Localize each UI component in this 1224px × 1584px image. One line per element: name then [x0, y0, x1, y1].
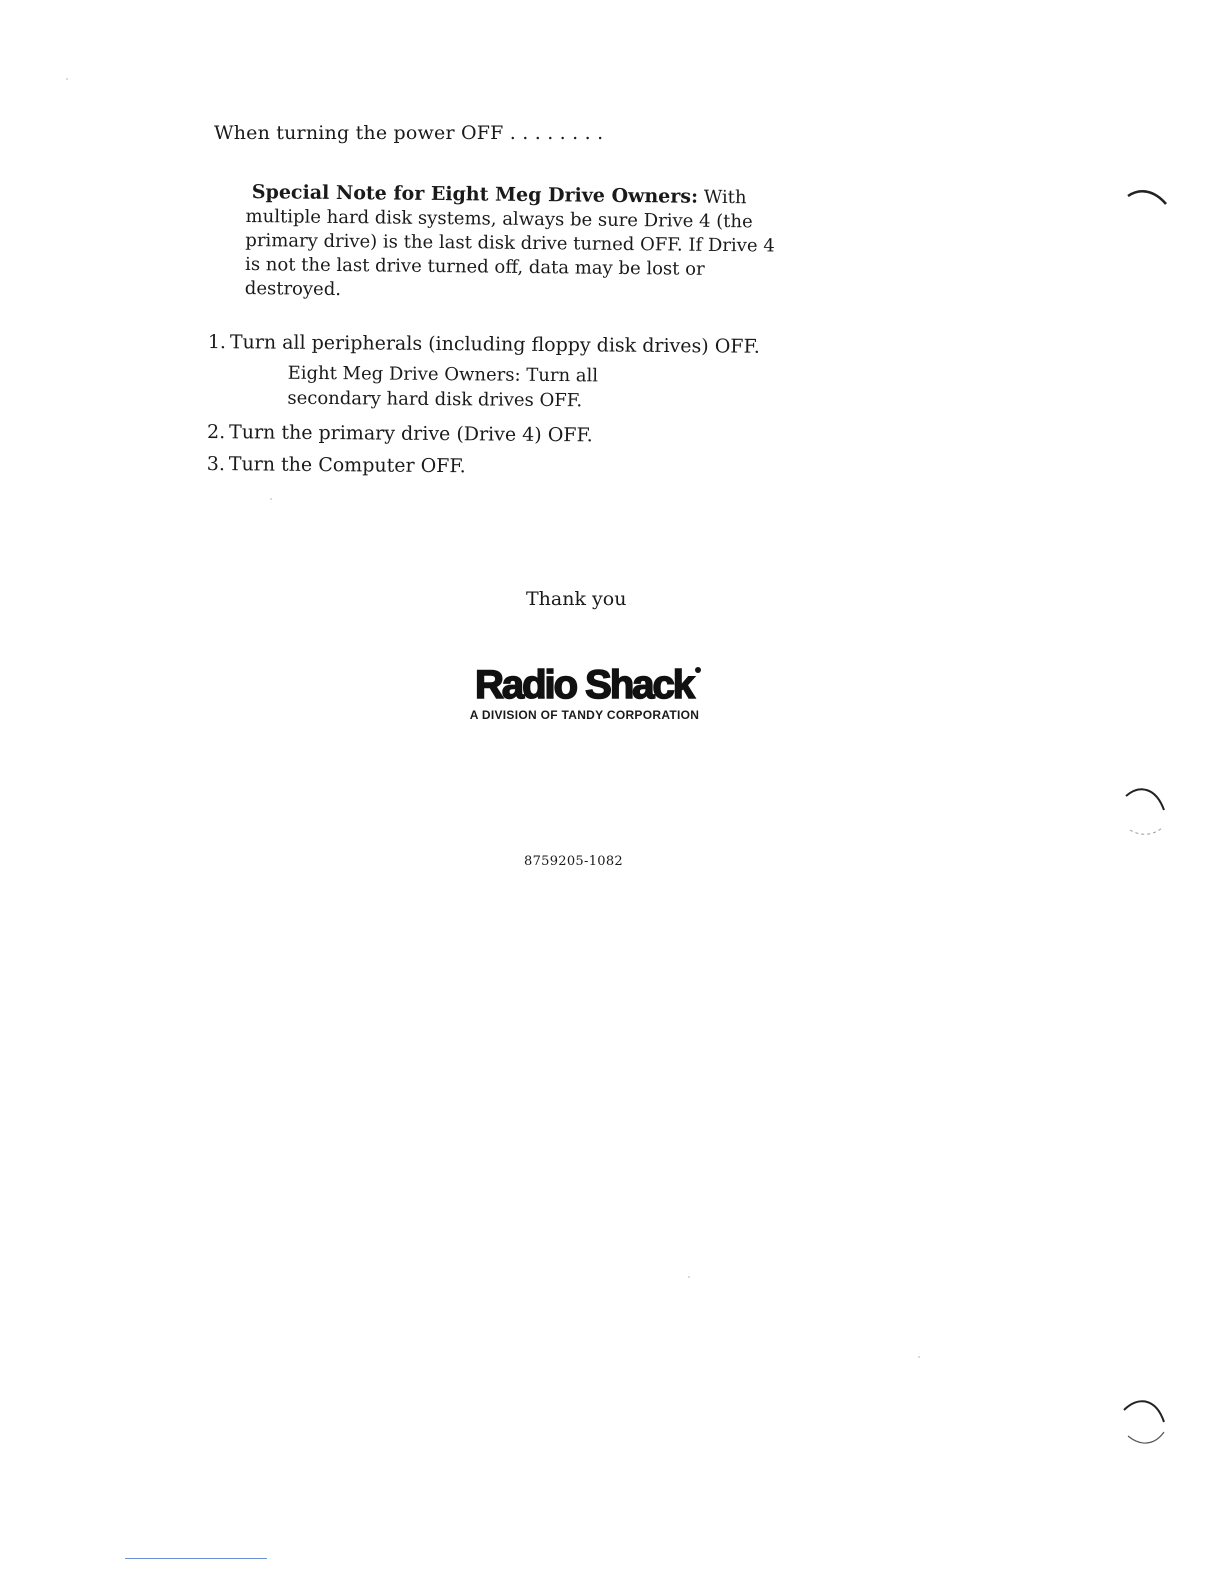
note-line: is not the last drive turned off, data may be lost or — [245, 253, 705, 280]
step-number: 1. — [207, 330, 227, 354]
step-number: 2. — [207, 420, 226, 444]
note-line: primary drive) is the last disk drive turned OFF. If Drive 4 — [245, 229, 775, 257]
special-note — [245, 180, 806, 307]
note-line: multiple hard disk systems, always be sure Drive 4 (the — [245, 205, 753, 233]
binder-hole-mark-icon — [1118, 1392, 1174, 1452]
note-line: With — [703, 186, 747, 209]
logo-wordmark-text: Radio Shack — [474, 663, 694, 706]
footer-rule — [125, 1558, 267, 1559]
radio-shack-logo — [452, 662, 717, 722]
logo-registered-dot-icon — [695, 667, 701, 673]
intro-line: When turning the power OFF . . . . . . . . — [214, 122, 604, 144]
scan-speck — [270, 498, 272, 500]
scan-speck — [918, 1356, 920, 1358]
binder-hole-mark-icon — [1118, 184, 1174, 214]
logo-tagline: A DIVISION OF TANDY CORPORATION — [469, 708, 700, 722]
closing-text: Thank you — [526, 588, 627, 610]
step-subnote — [207, 360, 827, 415]
scan-speck — [66, 78, 68, 80]
step-text: Turn the primary drive (Drive 4) OFF. — [229, 421, 593, 447]
step-item — [207, 420, 827, 449]
note-lead: Special Note for Eight Meg Drive Owners: — [251, 181, 699, 208]
part-number: 8759205-1082 — [524, 854, 623, 869]
subnote-line: Eight Meg Drive Owners: Turn all — [287, 362, 599, 387]
step-number: 3. — [206, 452, 226, 476]
note-line: destroyed. — [244, 277, 342, 301]
step-item — [207, 452, 827, 481]
step-text: Turn the Computer OFF. — [228, 453, 466, 478]
step-text: Turn all peripherals (including floppy disk drives) OFF. — [229, 331, 760, 358]
scan-speck — [688, 1276, 690, 1278]
power-off-steps — [207, 330, 828, 481]
subnote-line: secondary hard disk drives OFF. — [287, 387, 583, 412]
binder-hole-mark-icon — [1118, 782, 1174, 842]
step-item — [208, 330, 828, 359]
radio-shack-wordmark-icon — [452, 662, 717, 706]
